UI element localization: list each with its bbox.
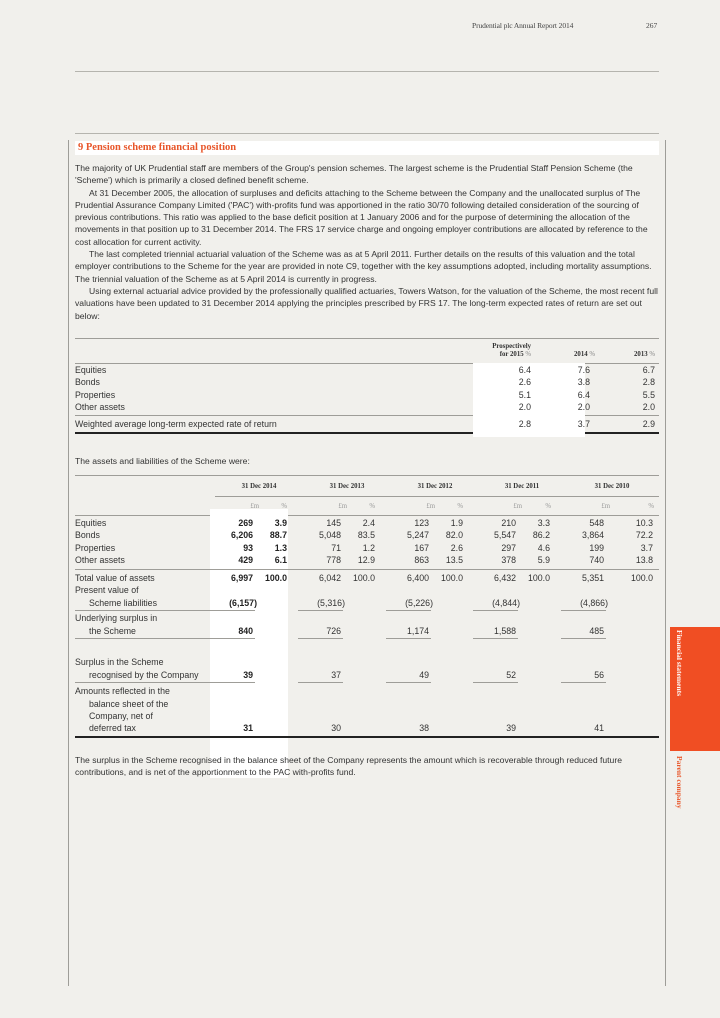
cell: 5,048 xyxy=(318,530,341,541)
row-label: Amounts reflected in the xyxy=(75,686,170,697)
cell: 485 xyxy=(589,625,604,636)
side-tab-label[interactable]: Financial statements xyxy=(675,630,684,697)
paragraph: The majority of UK Prudential staff are members of the Group's pension schemes. The largest scheme is the Prudential Staff Pension Scheme (the 'Scheme') which is primarily a closed defined benefit scheme. xyxy=(75,163,633,186)
cell: 2.4 xyxy=(362,518,375,528)
unit-label: % xyxy=(369,503,375,510)
period-header: 31 Dec 2012 xyxy=(417,483,453,490)
cell: 840 xyxy=(238,625,253,636)
cell: 100.0 xyxy=(527,573,550,583)
cell: 5,247 xyxy=(406,530,429,541)
closing-paragraph: The surplus in the Scheme recognised in the balance sheet of the Company represents the amount which is recoverable through reduced future contributions, and is net of the apportionment to the PAC with-profits fund. xyxy=(75,755,622,778)
cell: (4,844) xyxy=(492,597,520,608)
cell: 10.3 xyxy=(635,518,653,528)
row-label: Surplus in the Scheme xyxy=(75,657,164,668)
cell: 72.2 xyxy=(635,530,653,541)
row-label: Other assets xyxy=(75,554,125,565)
cell: 2.8 xyxy=(642,377,655,388)
table-row xyxy=(75,364,659,376)
unit-label: % xyxy=(525,351,531,358)
cell: 6.1 xyxy=(274,554,287,565)
underlying-surplus-row xyxy=(75,612,659,637)
cell: 49 xyxy=(419,669,429,680)
col-header-line: 2013 xyxy=(634,351,648,358)
cell: 56 xyxy=(594,669,604,680)
cell: (5,226) xyxy=(405,597,433,608)
row-label: deferred tax xyxy=(89,723,136,734)
cell: 3.9 xyxy=(274,518,287,528)
cell: 2.8 xyxy=(518,419,531,430)
row-label: Total value of assets xyxy=(75,573,155,583)
col-header-2014 xyxy=(545,351,595,359)
cell: (4,866) xyxy=(580,597,608,608)
table-row xyxy=(75,555,659,567)
row-label: Properties xyxy=(75,389,116,400)
cell: 2.9 xyxy=(642,419,655,430)
col-header-2015 xyxy=(465,343,531,359)
assets-liabilities-table xyxy=(75,475,659,734)
cell: 39 xyxy=(506,723,516,734)
cell: 86.2 xyxy=(532,530,550,541)
cell: 71 xyxy=(331,542,341,553)
row-label: balance sheet of the xyxy=(89,698,169,709)
cell: 2.6 xyxy=(518,377,531,388)
period-header: 31 Dec 2011 xyxy=(504,483,540,490)
cell: (5,316) xyxy=(317,597,345,608)
cell: 31 xyxy=(243,723,253,734)
unit-label: % xyxy=(545,503,551,510)
cell: 740 xyxy=(589,554,604,565)
cell: 88.7 xyxy=(269,530,287,541)
unit-label: £m xyxy=(250,503,259,510)
recognised-underline xyxy=(75,682,659,683)
cell: 145 xyxy=(326,518,341,528)
cell: 269 xyxy=(238,518,253,528)
assets-intro: The assets and liabilities of the Scheme were: xyxy=(75,456,250,466)
cell: 6.4 xyxy=(577,389,590,400)
table-bottom-rule xyxy=(75,736,659,738)
cell: 82.0 xyxy=(445,530,463,541)
section-divider xyxy=(75,133,659,134)
cell: 38 xyxy=(419,723,429,734)
header-rule xyxy=(75,515,659,516)
cell: 5.9 xyxy=(537,554,550,565)
cell: 1,174 xyxy=(406,625,429,636)
section-title: 9 Pension scheme financial position xyxy=(75,141,659,155)
cell: 6,432 xyxy=(493,573,516,583)
unit-label: % xyxy=(649,351,655,358)
cell: 210 xyxy=(501,518,516,528)
table-row xyxy=(75,518,659,530)
right-margin-line xyxy=(665,140,666,986)
cell: 378 xyxy=(501,554,516,565)
cell: 100.0 xyxy=(352,573,375,583)
cell: 3.7 xyxy=(577,419,590,430)
total-row xyxy=(75,416,659,432)
side-tab-parent-company[interactable]: Parent company xyxy=(675,756,684,809)
row-label: Scheme liabilities xyxy=(89,597,157,608)
unit-label: % xyxy=(589,351,595,358)
unit-label: % xyxy=(281,503,287,510)
period-header: 31 Dec 2010 xyxy=(594,483,630,490)
cell: 100.0 xyxy=(440,573,463,583)
page-number: 267 xyxy=(646,21,658,30)
intro-text xyxy=(75,162,659,322)
table-row xyxy=(75,389,659,401)
cell: 5.5 xyxy=(642,389,655,400)
cell: 13.8 xyxy=(635,554,653,565)
recognised-surplus-row xyxy=(75,656,659,681)
cell: 3.3 xyxy=(537,518,550,528)
cell: 4.6 xyxy=(537,542,550,553)
cell: 5,547 xyxy=(493,530,516,541)
row-label: Equities xyxy=(75,518,107,528)
total-assets-row xyxy=(75,572,659,584)
cell: 1.2 xyxy=(362,542,375,553)
cell: 12.9 xyxy=(357,554,375,565)
row-label: Properties xyxy=(75,542,116,553)
cell: 297 xyxy=(501,542,516,553)
balance-sheet-row xyxy=(75,685,659,735)
row-label: Bonds xyxy=(75,530,100,541)
liabilities-row xyxy=(75,584,659,609)
table-row xyxy=(75,401,659,413)
cell: 39 xyxy=(243,669,253,680)
cell: 13.5 xyxy=(445,554,463,565)
row-label: Present value of xyxy=(75,585,139,596)
paragraph: Using external actuarial advice provided by the professionally qualified actuaries, Towers Watson, for the valuation of the Scheme, the most recent full valuations have been updated to 31 December 2014 applying the principles prescribed by FRS 17. The long-term expected rates of return are set out below: xyxy=(75,285,658,321)
col-header-line: for 2015 xyxy=(499,351,524,358)
cell: 6,042 xyxy=(318,573,341,583)
unit-label: £m xyxy=(338,503,347,510)
cell: 100.0 xyxy=(630,573,653,583)
cell: 30 xyxy=(331,723,341,734)
table-header xyxy=(75,339,659,363)
col-header-line: 2014 xyxy=(574,351,588,358)
cell: 5,351 xyxy=(581,573,604,583)
cell: 41 xyxy=(594,723,604,734)
unit-label: £m xyxy=(513,503,522,510)
row-label: the Scheme xyxy=(89,625,136,636)
cell: 199 xyxy=(589,542,604,553)
cell: 3.8 xyxy=(577,377,590,388)
cell: 6.4 xyxy=(518,365,531,375)
cell: 1.3 xyxy=(274,542,287,553)
cell: 6,400 xyxy=(406,573,429,583)
cell: 6.7 xyxy=(642,365,655,375)
cell: 100.0 xyxy=(264,573,287,583)
cell: 52 xyxy=(506,669,516,680)
report-title: Prudential plc Annual Report 2014 xyxy=(472,21,574,30)
cell: 863 xyxy=(414,554,429,565)
table-row xyxy=(75,543,659,555)
cell: 6,206 xyxy=(230,530,253,541)
paragraph: At 31 December 2005, the allocation of surpluses and deficits attaching to the Scheme between the Company and the unallocated surplus of The Prudential Assurance Company Limited ('PAC') with-profits fund was apportioned in the ratio 30/70 following detailed consideration of the sourcing of previous contributions. This ratio was applied to the base deficit position at 1 January 2006 and for the purpose of determining the allocation of the movements in that position up to 31 December 2014. The FRS 17 service charge and ongoing employer contributions are allocated by reference to the cost allocation for current activity. xyxy=(75,187,648,247)
asset-rows xyxy=(75,518,659,567)
cell: 1.9 xyxy=(450,518,463,528)
cell: 429 xyxy=(238,554,253,565)
unit-label: % xyxy=(648,503,654,510)
row-label: Weighted average long-term expected rate of return xyxy=(75,419,277,430)
row-label: Company, net of xyxy=(89,710,153,721)
row-label: Underlying surplus in xyxy=(75,613,158,624)
cell: 167 xyxy=(414,542,429,553)
cell: 83.5 xyxy=(357,530,375,541)
cell: 3.7 xyxy=(640,542,653,553)
period-header: 31 Dec 2014 xyxy=(241,483,277,490)
table-row xyxy=(75,530,659,542)
cell: 37 xyxy=(331,669,341,680)
cell: 123 xyxy=(414,518,429,528)
cell: 726 xyxy=(326,625,341,636)
unit-label: £m xyxy=(601,503,610,510)
cell: 93 xyxy=(243,542,253,553)
surplus-underline xyxy=(75,638,659,639)
cell: 2.0 xyxy=(577,401,590,412)
cell: 2.6 xyxy=(450,542,463,553)
expected-returns-table xyxy=(75,338,659,434)
unit-label: £m xyxy=(426,503,435,510)
cell: 3,864 xyxy=(581,530,604,541)
cell: 2.0 xyxy=(642,401,655,412)
paragraph: The last completed triennial actuarial valuation of the Scheme was as at 5 April 2011. Further details on the results of this valuation and the total employer contributions to the Scheme for the year are provided in note C9, together with the key assumptions adopted, including mortality assumptions. The triennial valuation of the Scheme as at 5 April 2014 is currently in progress. xyxy=(75,249,652,284)
row-label: recognised by the Company xyxy=(89,669,199,680)
unit-label: % xyxy=(457,503,463,510)
cell: 2.0 xyxy=(518,401,531,412)
left-margin-line xyxy=(68,140,69,986)
cell: 7.6 xyxy=(577,365,590,375)
cell: 6,997 xyxy=(230,573,253,583)
unit-row xyxy=(75,497,659,515)
cell: 778 xyxy=(326,554,341,565)
table-row xyxy=(75,376,659,388)
cell: 548 xyxy=(589,518,604,528)
liabilities-underline xyxy=(75,610,659,611)
col-header-2013 xyxy=(605,351,655,359)
cell: (6,157) xyxy=(229,597,257,608)
cell: 5.1 xyxy=(518,389,531,400)
header-divider xyxy=(75,71,659,72)
period-header: 31 Dec 2013 xyxy=(329,483,365,490)
cell: 1,588 xyxy=(493,625,516,636)
row-label: Equities xyxy=(75,365,107,375)
subtotal-rule xyxy=(75,569,659,570)
row-label: Other assets xyxy=(75,401,125,412)
period-header-row xyxy=(75,476,659,496)
col-header-line: Prospectively xyxy=(492,343,531,350)
row-label: Bonds xyxy=(75,377,100,388)
